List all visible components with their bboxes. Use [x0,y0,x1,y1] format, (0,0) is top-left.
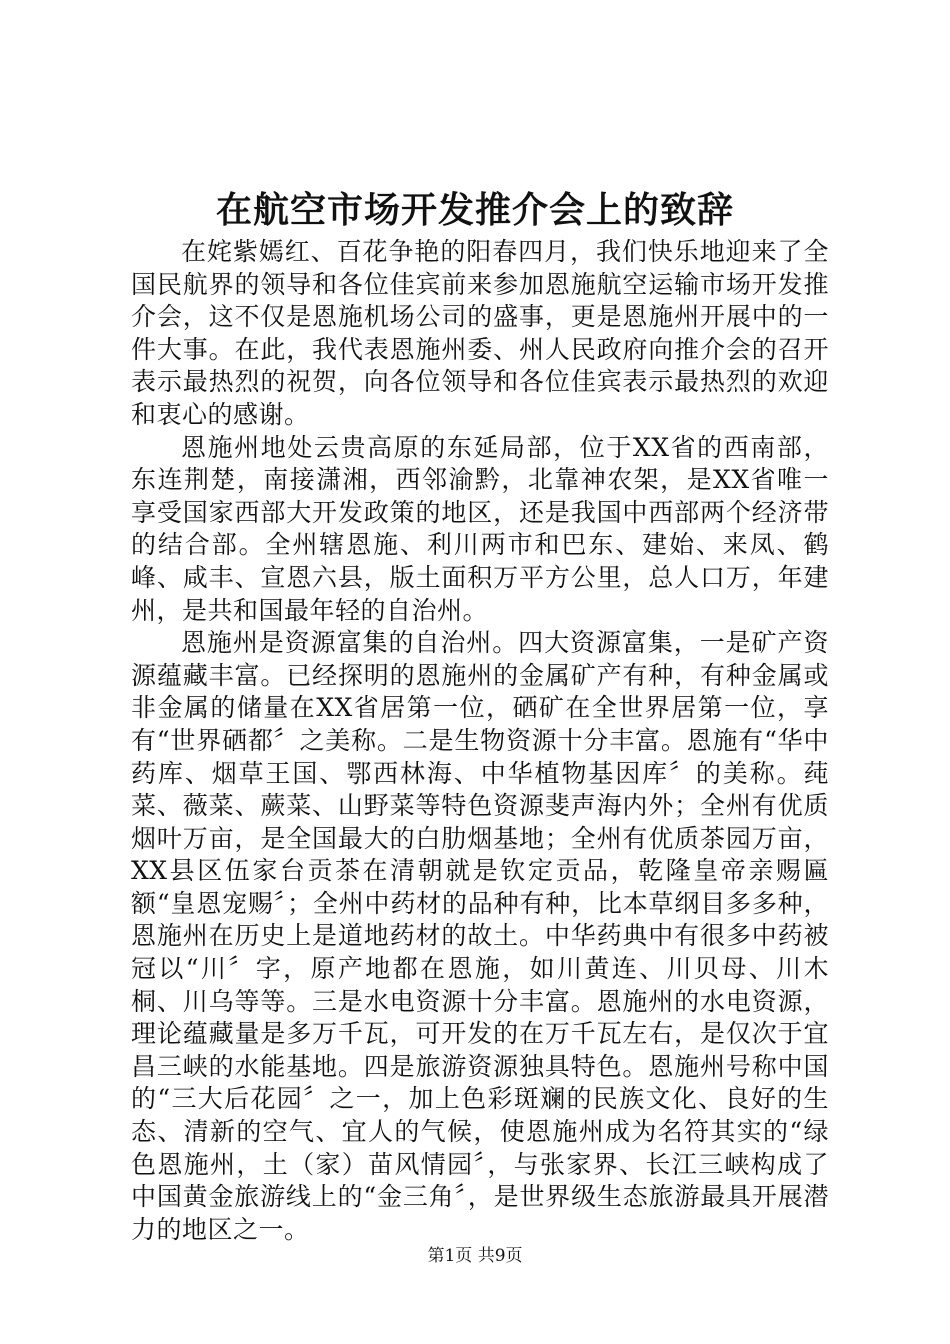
document-title: 在航空市场开发推介会上的致辞 [215,189,734,231]
paragraph-geography-overview: 恩施州地处云贵高原的东延局部，位于XX省的西南部，东连荆楚，南接潇湘，西邻渝黔，北靠神农架，是XX省唯一享受国家西部大开发政策的地区，还是我国中西部两个经济带的结合部。全州辖恩施、利川两市和巴东、建始、来凤、鹤峰、咸丰、宣恩六县，版土面积万平方公里，总人口万，年建州，是共和国最年轻的自治州。 [131,432,829,625]
document-body [131,236,829,1246]
page-number-footer: 第1页 共9页 [427,1246,523,1266]
paragraph-resources: 恩施州是资源富集的自治州。四大资源富集，一是矿产资源蕴藏丰富。已经探明的恩施州的金属矿产有种，有种金属或非金属的储量在XX省居第一位，硒矿在全世界居第一位，享有“世界硒都〞之美称。二是生物资源十分丰富。恩施有“华中药库、烟草王国、鄂西林海、中华植物基因库〞的美称。莼菜、薇菜、蕨菜、山野菜等特色资源斐声海内外；全州有优质烟叶万亩，是全国最大的白肋烟基地；全州有优质茶园万亩，XX县区伍家台贡茶在清朝就是钦定贡品，乾隆皇帝亲赐匾额“皇恩宠赐〞；全州中药材的品种有种，比本草纲目多多种，恩施州在历史上是道地药材的故土。中华药典中有很多中药被冠以“川〞字，原产地都在恩施，如川黄连、川贝母、川木桐、川乌等等。三是水电资源十分丰富。恩施州的水电资源，理论蕴藏量是多万千瓦，可开发的在万千瓦左右，是仅次于宜昌三峡的水能基地。四是旅游资源独具特色。恩施州号称中国的“三大后花园〞之一，加上色彩斑斓的民族文化、良好的生态、清新的空气、宜人的气候，使恩施州成为名符其实的“绿色恩施州，土（家）苗风情园〞，与张家界、长江三峡构成了中国黄金旅游线上的“金三角〞，是世界级生态旅游最具开展潜力的地区之一。 [131,628,829,1244]
paragraph-opening-greeting: 在姹紫嫣红、百花争艳的阳春四月，我们快乐地迎来了全国民航界的领导和各位佳宾前来参加恩施航空运输市场开发推介会，这不仅是恩施机场公司的盛事，更是恩施州开展中的一件大事。在此，我代表恩施州委、州人民政府向推介会的召开表示最热烈的祝贺，向各位领导和各位佳宾表示最热烈的欢迎和衷心的感谢。 [131,237,829,429]
